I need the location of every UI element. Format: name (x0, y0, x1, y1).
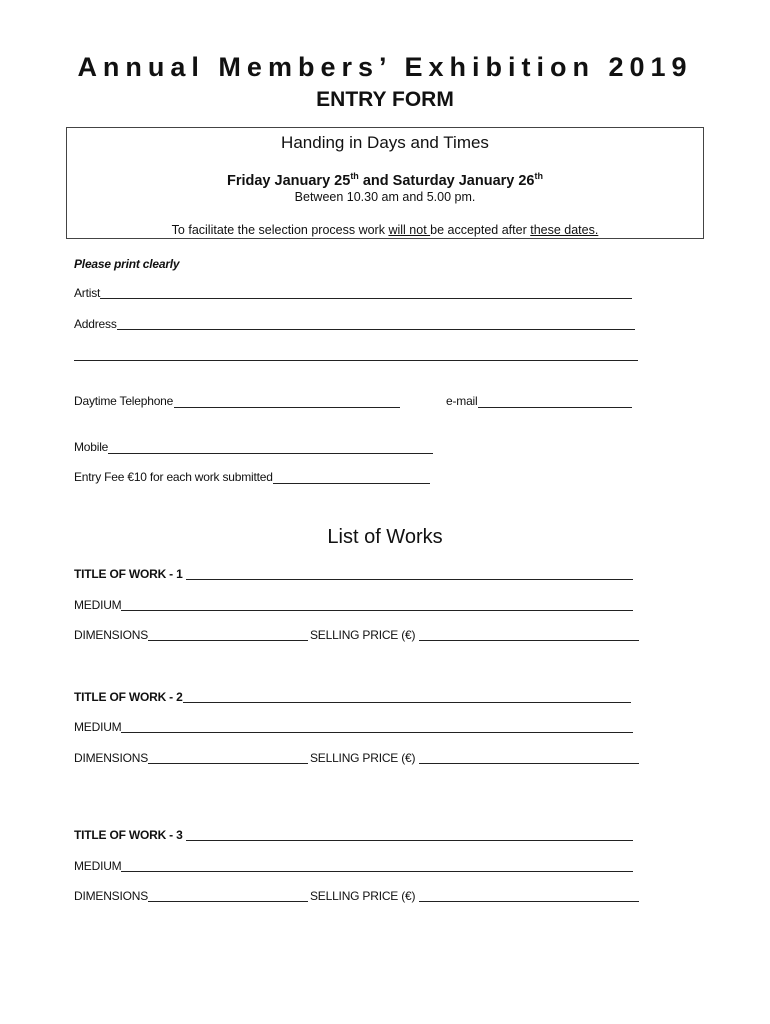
medium-field[interactable] (121, 732, 633, 733)
dimensions-label: DIMENSIONS (74, 889, 149, 903)
dimensions-field[interactable] (148, 763, 308, 764)
note-underlined-1: will not (388, 223, 431, 237)
handing-in-info-box (66, 127, 704, 239)
entry-fee-field[interactable] (273, 483, 430, 484)
work-title-field[interactable] (186, 840, 633, 841)
work-title-label: TITLE OF WORK - 3 (74, 828, 183, 842)
selling-price-label: SELLING PRICE (€) (310, 889, 416, 903)
mobile-label: Mobile (74, 440, 109, 454)
dates-part-1: Friday January 25 (226, 172, 351, 189)
address-field-line-2[interactable] (74, 360, 638, 361)
note-part-2: be accepted after (430, 223, 531, 237)
work-title-field[interactable] (183, 702, 631, 703)
print-clearly-instruction: Please print clearly (74, 257, 180, 271)
work-title-label: TITLE OF WORK - 1 (74, 567, 183, 581)
list-of-works-title: List of Works (327, 526, 443, 548)
medium-field[interactable] (121, 871, 633, 872)
dimensions-field[interactable] (148, 640, 308, 641)
page-title: Annual Members’ Exhibition 2019 (77, 52, 693, 82)
dimensions-label: DIMENSIONS (74, 751, 149, 765)
selling-price-label: SELLING PRICE (€) (310, 628, 416, 642)
selling-price-field[interactable] (419, 763, 639, 764)
acceptance-note (67, 223, 703, 237)
work-title-field[interactable] (186, 579, 633, 580)
entry-fee-label: Entry Fee €10 for each work submitted (74, 470, 273, 484)
dates-superscript-1: th (350, 171, 359, 181)
address-field-line-1[interactable] (117, 329, 635, 330)
selling-price-label: SELLING PRICE (€) (310, 751, 416, 765)
medium-label: MEDIUM (74, 598, 122, 612)
dates-superscript-2: th (534, 171, 543, 181)
note-underlined-2: these dates. (530, 223, 599, 237)
dimensions-label: DIMENSIONS (74, 628, 149, 642)
daytime-telephone-label: Daytime Telephone (74, 394, 174, 408)
artist-field[interactable] (100, 298, 632, 299)
selling-price-field[interactable] (419, 901, 639, 902)
handing-in-dates (67, 171, 703, 189)
dimensions-field[interactable] (148, 901, 308, 902)
info-box-heading: Handing in Days and Times (281, 133, 489, 152)
address-label: Address (74, 317, 117, 331)
dates-part-2: and Saturday January 26 (358, 172, 535, 189)
daytime-telephone-field[interactable] (174, 407, 400, 408)
work-title-label: TITLE OF WORK - 2 (74, 690, 183, 704)
selling-price-field[interactable] (419, 640, 639, 641)
artist-label: Artist (74, 286, 101, 300)
medium-label: MEDIUM (74, 859, 122, 873)
medium-field[interactable] (121, 610, 633, 611)
email-field[interactable] (478, 407, 632, 408)
medium-label: MEDIUM (74, 720, 122, 734)
form-subtitle: ENTRY FORM (316, 88, 454, 111)
mobile-field[interactable] (108, 453, 433, 454)
email-label: e-mail (446, 394, 478, 408)
handing-in-times: Between 10.30 am and 5.00 pm. (294, 190, 476, 204)
note-part-1: To facilitate the selection process work (171, 223, 389, 237)
